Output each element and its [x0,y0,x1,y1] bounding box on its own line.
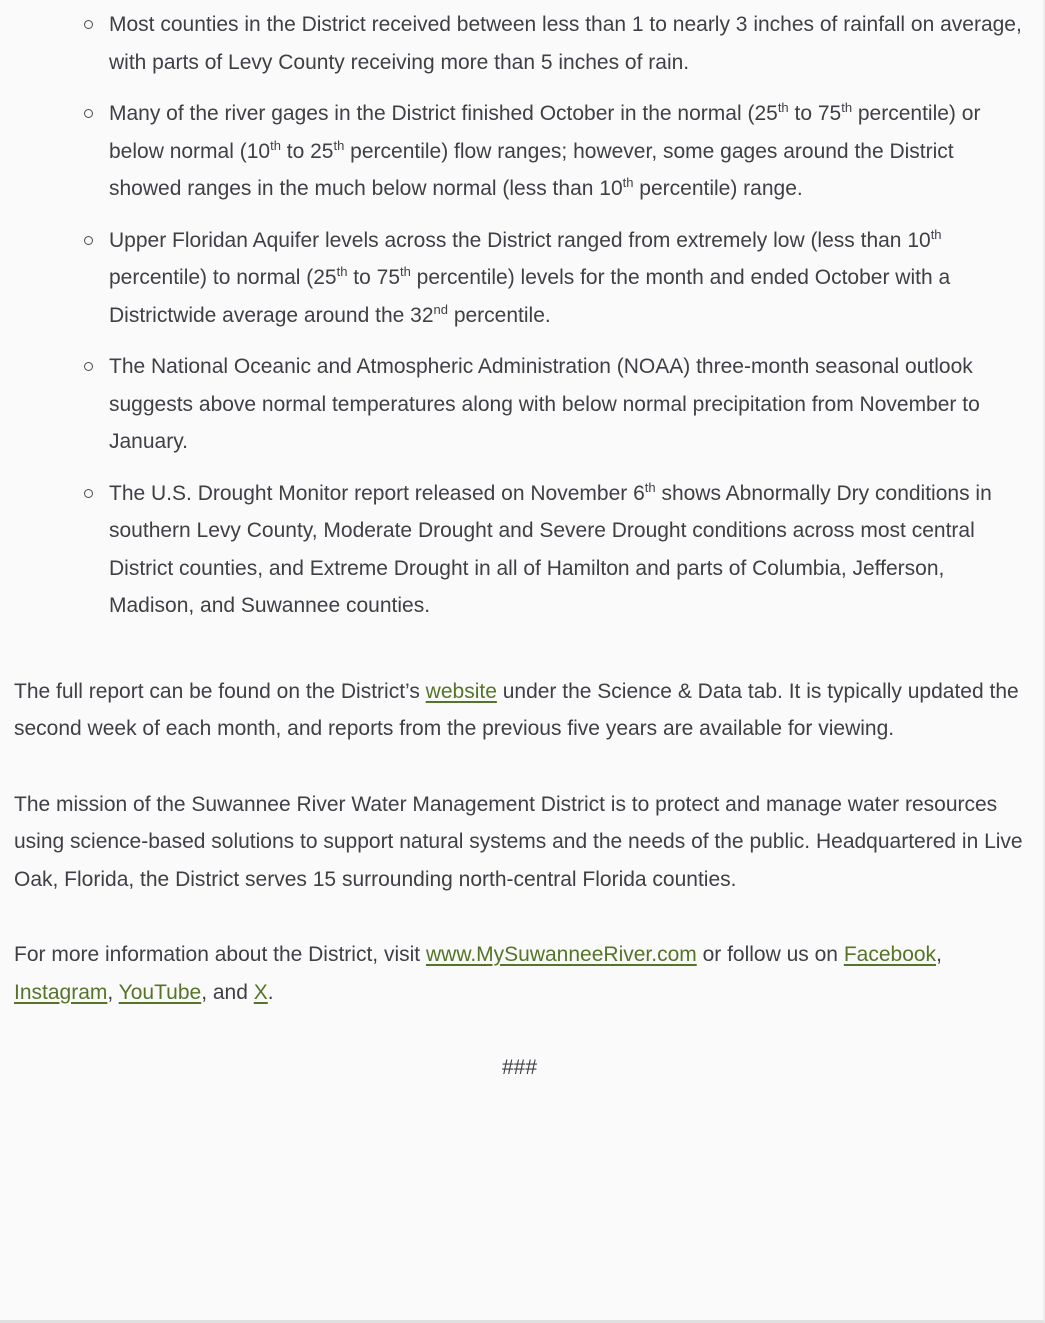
website-link[interactable]: website [425,679,497,703]
superscript: th [333,137,345,153]
text-run: The National Oceanic and Atmospheric Administration (NOAA) three-month seasonal outlook suggests above normal temperatures along with below normal precipitation from November to January. [109,355,980,453]
list-item [109,95,1025,208]
text-run: The mission of the Suwannee River Water Management District is to protect and manage water resources using science-based solutions to support natural systems and the needs of the public. Headquartered in Live Oak, Florida, the District serves 15 surrounding north-central Florida counties. [14,792,1023,891]
superscript: th [930,226,942,242]
text-run: percentile. [447,303,551,327]
list-item [109,475,1025,625]
text-run: or follow us on [696,943,844,966]
text-run: to 75 [347,266,400,289]
text-run: percentile) range. [633,177,803,200]
superscript: th [841,100,853,115]
text-run: shows Abnormally Dry conditions in southern Levy County, Moderate Drought and Severe Drought conditions across most central District counties, and Extreme Drought in all of Hamilton and parts of Columbia, Jefferson, Madison, and Suwannee counties. [109,481,992,617]
list-item [109,6,1025,81]
more-info-paragraph [14,936,1025,1011]
text-run: The full report can be found on the District’s [14,679,426,703]
superscript: th [777,100,789,115]
text-run: percentile) flow ranges; however, some gages around the District showed ranges in the much below normal (less than 10 [109,139,954,200]
text-run: Upper Floridan Aquifer levels across the District ranged from extremely low (less than 10 [109,228,931,252]
superscript: th [400,264,411,279]
paragraphs-section [14,673,1025,1012]
list-item [109,348,1025,461]
text-run: Many of the river gages in the District finished October in the normal (25 [109,102,778,125]
text-run: . [267,980,274,1004]
text-run: percentile) to normal (25 [109,266,337,289]
superscript: th [336,264,348,279]
end-marker: ### [501,1056,538,1079]
facebook-link[interactable]: Facebook [843,943,937,966]
summary-list [14,6,1025,625]
text-run: to 75 [788,102,842,125]
list-item [109,222,1025,335]
text-run: to 25 [280,139,334,163]
full-report-paragraph [14,673,1025,748]
text-run: The U.S. Drought Monitor report released on November 6 [109,481,645,505]
text-run: , and [201,980,254,1004]
superscript: th [270,137,281,153]
text-run: , [107,980,119,1004]
superscript: th [622,175,634,190]
x-link[interactable]: X [253,980,268,1004]
text-run: percentile) levels for the month and ended October with a Districtwide average around the 32 [109,266,951,327]
mission-paragraph [14,786,1025,899]
text-run: percentile) or below normal (10 [109,102,981,163]
text-run: For more information about the District, visit [14,943,426,966]
text-run: Most counties in the District received between less than 1 to nearly 3 inches of rainfall on average, with parts of Levy County receiving more than 5 inches of rain. [109,13,1022,74]
instagram-link[interactable]: Instagram [14,980,108,1004]
text-run: under the Science & Data tab. It is typically updated the second week of each month, and reports from the previous five years are available for viewing. [14,679,1019,740]
superscript: nd [433,301,448,317]
mysuwanneeriver-link[interactable]: www.MySuwanneeRiver.com [425,943,697,966]
superscript: th [644,479,656,495]
youtube-link[interactable]: YouTube [118,980,202,1004]
text-run: , [936,943,942,966]
